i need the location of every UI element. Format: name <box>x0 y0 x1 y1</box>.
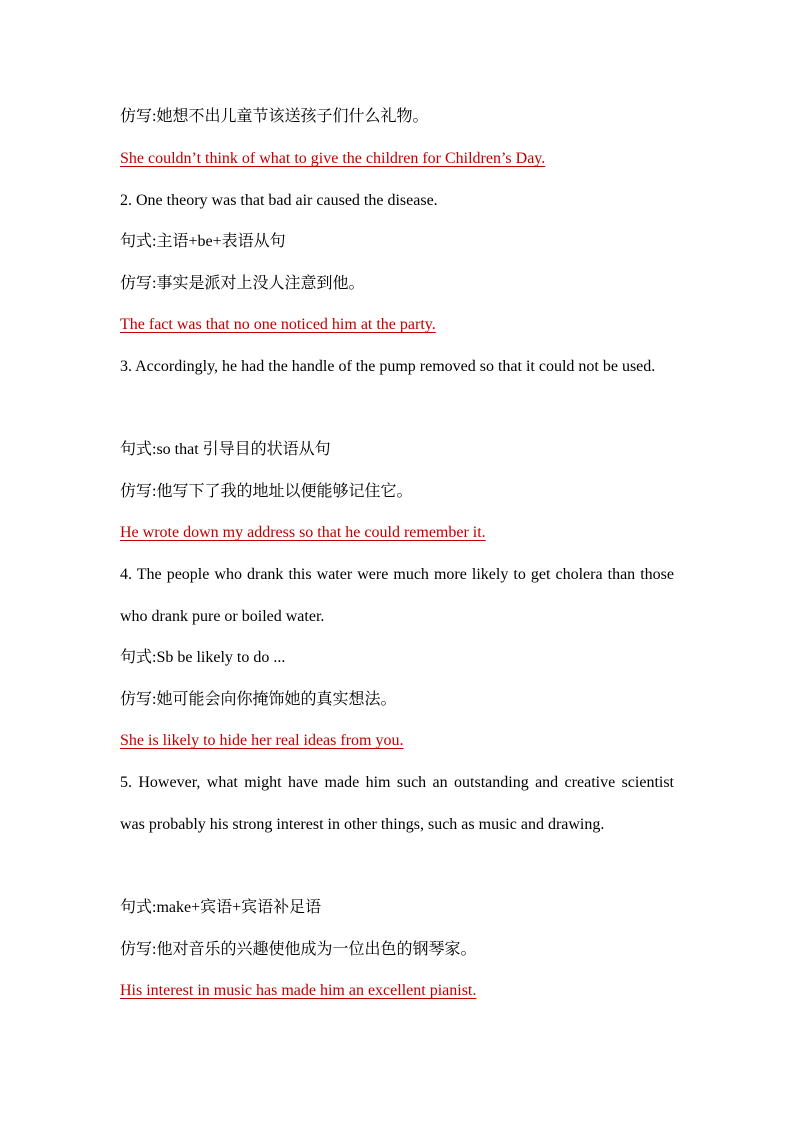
sentence-pattern-4: 句式:Sb be likely to do ... <box>120 649 286 666</box>
example-sentence-5: 5. However, what might have made him such an outstanding and creative scientist was probably his strong interest in other things, such as music and drawing. <box>120 774 674 833</box>
example-sentence-3: 3. Accordingly, he had the handle of the pump removed so that it could not be used. <box>120 358 656 375</box>
answer-4 <box>120 731 674 751</box>
sentence-pattern-3: 句式:so that 引导目的状语从句 <box>120 441 331 458</box>
answer-2-text: The fact was that no one noticed him at the party. <box>120 316 436 333</box>
imitation-prompt-3: 仿写:他写下了我的地址以便能够记住它。 <box>120 483 413 500</box>
answer-1 <box>120 149 674 169</box>
answer-5-text: His interest in music has made him an excellent pianist. <box>120 982 477 999</box>
answer-2 <box>120 315 674 335</box>
answer-4-text: She is likely to hide her real ideas from you. <box>120 732 404 749</box>
answer-3 <box>120 523 674 543</box>
imitation-prompt-2: 仿写:事实是派对上没人注意到他。 <box>120 275 365 292</box>
imitation-prompt-1: 仿写:她想不出儿童节该送孩子们什么礼物。 <box>120 108 429 125</box>
answer-3-text: He wrote down my address so that he could remember it. <box>120 524 486 541</box>
imitation-prompt-4: 仿写:她可能会向你掩饰她的真实想法。 <box>120 691 397 708</box>
example-sentence-4: 4. The people who drank this water were much more likely to get cholera than those who drank pure or boiled water. <box>120 566 674 625</box>
imitation-prompt-5: 仿写:他对音乐的兴趣使他成为一位出色的钢琴家。 <box>120 941 477 958</box>
answer-1-text: She couldn’t think of what to give the children for Children’s Day. <box>120 150 546 167</box>
answer-5 <box>120 981 674 1001</box>
example-sentence-2: 2. One theory was that bad air caused the disease. <box>120 192 438 209</box>
sentence-pattern-5: 句式:make+宾语+宾语补足语 <box>120 899 322 916</box>
sentence-pattern-2: 句式:主语+be+表语从句 <box>120 233 286 250</box>
